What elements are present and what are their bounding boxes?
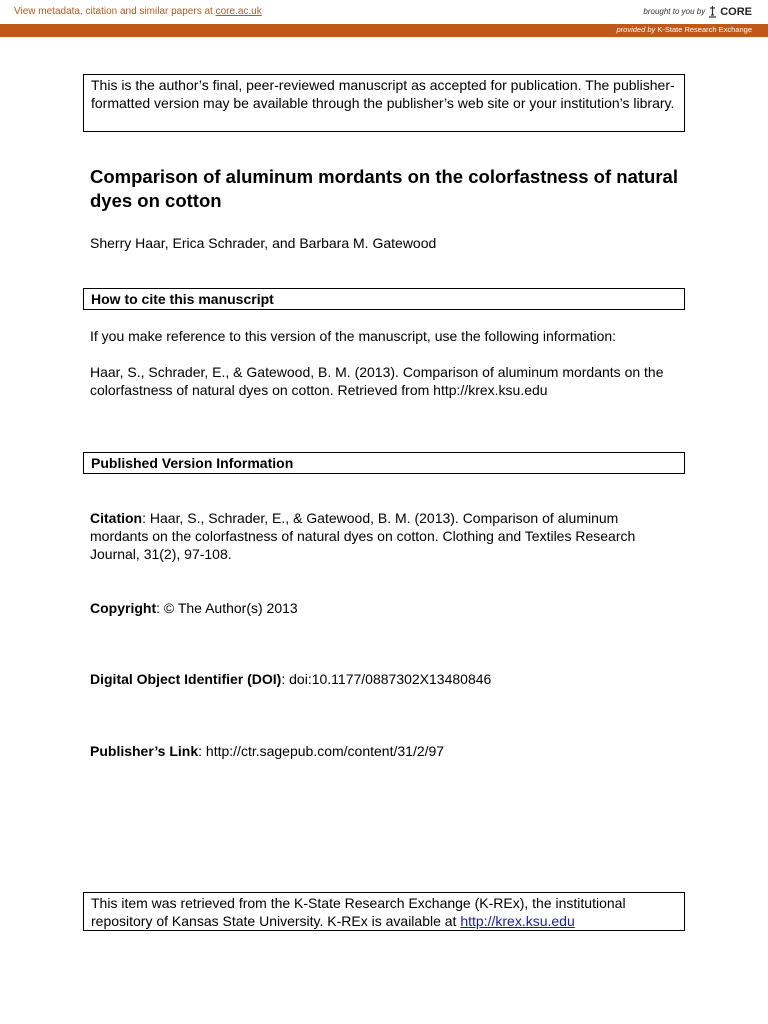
core-logo-icon	[708, 5, 717, 18]
brought-by-text: brought to you by	[643, 7, 706, 16]
core-metadata-text	[14, 6, 262, 17]
provided-by-label: provided by	[616, 25, 656, 34]
doi-label: Digital Object Identifier (DOI)	[90, 671, 282, 687]
core-metadata-prefix: View metadata, citation and similar papers at	[14, 6, 216, 17]
krex-footer-text: This item was retrieved from the K-State Research Exchange (K-REx), the institutional repository of Kansas State University. K-REx is available at	[91, 895, 626, 929]
authors: Sherry Haar, Erica Schrader, and Barbara M. Gatewood	[90, 235, 437, 251]
krex-footer-box	[83, 892, 685, 931]
cite-reference: Haar, S., Schrader, E., & Gatewood, B. M. (2013). Comparison of aluminum mordants on the colorfastness of natural dyes on cotton. Retrieved from http://krex.ksu.edu	[90, 364, 664, 398]
core-provider-bar	[0, 24, 768, 37]
cite-heading-box	[83, 288, 685, 310]
provider-text	[616, 25, 752, 34]
core-banner	[0, 0, 768, 24]
publisher-link-paragraph	[90, 742, 680, 760]
doi-text: : doi:10.1177/0887302X13480846	[281, 671, 492, 687]
krex-link[interactable]: http://krex.ksu.edu	[460, 913, 575, 929]
published-heading: Published Version Information	[91, 455, 294, 471]
citation-label: Citation	[90, 510, 143, 526]
copyright-text: : © The Author(s) 2013	[156, 600, 298, 616]
cite-intro: If you make reference to this version of the manuscript, use the following information:	[90, 328, 617, 344]
core-brand	[643, 5, 752, 18]
publisher-link-text: : http://ctr.sagepub.com/content/31/2/97	[198, 743, 445, 759]
copyright-paragraph	[90, 599, 680, 617]
citation-text: : Haar, S., Schrader, E., & Gatewood, B. M. (2013). Comparison of aluminum mordants on the colorfastness of natural dyes on cotton. Clothing and Textiles Research Journal, 31(2), 97-108.	[90, 510, 636, 562]
publisher-link-label: Publisher’s Link	[90, 743, 199, 759]
provider-name: K-State Research Exchange	[657, 25, 752, 34]
doi-paragraph	[90, 670, 680, 688]
published-heading-box	[83, 452, 685, 474]
manuscript-notice-box	[83, 74, 685, 132]
copyright-label: Copyright	[90, 600, 157, 616]
manuscript-notice: This is the author’s final, peer-reviewed manuscript as accepted for publication. The publisher-formatted version may be available through the publisher’s web site or your institution’s library.	[91, 77, 675, 111]
core-brand-name: CORE	[720, 5, 752, 18]
paper-title: Comparison of aluminum mordants on the colorfastness of natural dyes on cotton	[90, 166, 678, 211]
core-link[interactable]: core.ac.uk	[215, 6, 262, 17]
cite-heading: How to cite this manuscript	[91, 291, 274, 307]
citation-paragraph	[90, 509, 668, 563]
